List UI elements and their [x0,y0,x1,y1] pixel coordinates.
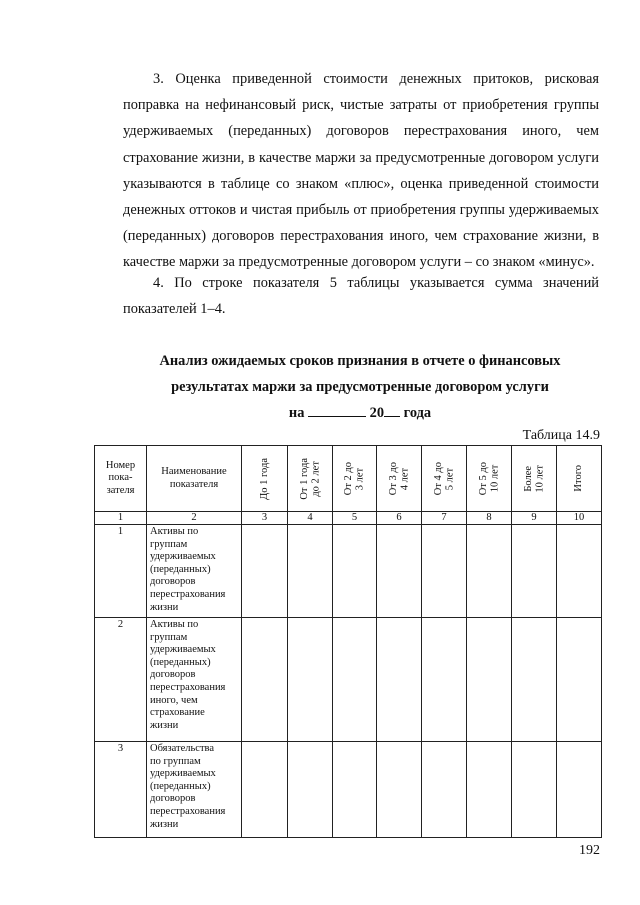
table-row [95,618,602,742]
value-cell [242,525,288,618]
value-cell [288,525,333,618]
header-indicator-number: Номер пока- зателя [95,446,147,512]
table-title-line-1: Анализ ожидаемых сроков признания в отчете о финансовых [159,353,561,369]
value-cell [333,742,377,838]
title-suffix: года [403,405,432,421]
value-cell [333,618,377,742]
column-number: 2 [147,512,242,525]
row-number: 2 [95,618,147,742]
value-cell [422,618,467,742]
header-indicator-name: Наименование показателя [147,446,242,512]
table-title-line-3 [120,400,600,426]
maturity-table [94,445,602,838]
row-name: Обязательства по группам удерживаемых (переданных) договоров перестрахования жизни [147,742,242,838]
column-number: 8 [467,512,512,525]
table-row [95,742,602,838]
table-label: Таблица 14.9 [522,428,600,443]
paragraph-4: 4. По строке показателя 5 таблицы указывается сумма значений показателей 1–4. [123,275,599,318]
header-4-to-5-years: От 4 до 5 лет [422,446,467,512]
header-over-10-years: Более 10 лет [512,446,557,512]
column-number: 5 [333,512,377,525]
column-number: 9 [512,512,557,525]
header-5-to-10-years: От 5 до 10 лет [467,446,512,512]
table-title-line-2: результатах маржи за предусмотренные договором услуги [171,379,549,395]
value-cell [512,742,557,838]
paragraph-3: 3. Оценка приведенной стоимости денежных притоков, рисковая поправка на нефинансовый риск, чистые затраты от приобретения группы удерживаемых (переданных) договоров перестрахования иного, чем страхование жизни, в качестве маржи за предусмотренные договором услуги указываются в таблице со знаком «плюс», оценка приведенной стоимости денежных оттоков и чистая прибыль от приобретения группы удерживаемых (переданных) договоров перестрахования иного, чем страхование жизни, в качестве маржи за предусмотренные договором услуги – со знаком «минус». [123,71,599,271]
row-name: Активы по группам удерживаемых (переданных) договоров перестрахования иного, чем страхование жизни [147,618,242,742]
value-cell [377,742,422,838]
value-cell [512,525,557,618]
row-name: Активы по группам удерживаемых (переданных) договоров перестрахования жизни [147,525,242,618]
header-2-to-3-years: От 2 до 3 лет [333,446,377,512]
value-cell [557,618,602,742]
value-cell [467,618,512,742]
header-row [95,446,602,512]
value-cell [333,525,377,618]
value-cell [557,525,602,618]
column-number: 4 [288,512,333,525]
value-cell [242,618,288,742]
value-cell [288,618,333,742]
value-cell [557,742,602,838]
header-total: Итого [557,446,602,512]
date-blank [308,404,366,417]
table-row [95,525,602,618]
column-number: 3 [242,512,288,525]
row-number: 3 [95,742,147,838]
year-blank [384,404,400,417]
column-number: 6 [377,512,422,525]
value-cell [422,742,467,838]
value-cell [467,525,512,618]
column-number: 10 [557,512,602,525]
value-cell [242,742,288,838]
value-cell [288,742,333,838]
column-number: 1 [95,512,147,525]
title-prefix: на [288,405,305,421]
value-cell [377,525,422,618]
column-number-row [95,512,602,525]
header-1-to-2-years: От 1 года до 2 лет [288,446,333,512]
title-year: 20 [369,405,385,421]
value-cell [467,742,512,838]
row-number: 1 [95,525,147,618]
value-cell [512,618,557,742]
header-up-to-1-year: До 1 года [242,446,288,512]
column-number: 7 [422,512,467,525]
page-number: 192 [579,843,600,858]
value-cell [422,525,467,618]
header-3-to-4-years: От 3 до 4 лет [377,446,422,512]
value-cell [377,618,422,742]
